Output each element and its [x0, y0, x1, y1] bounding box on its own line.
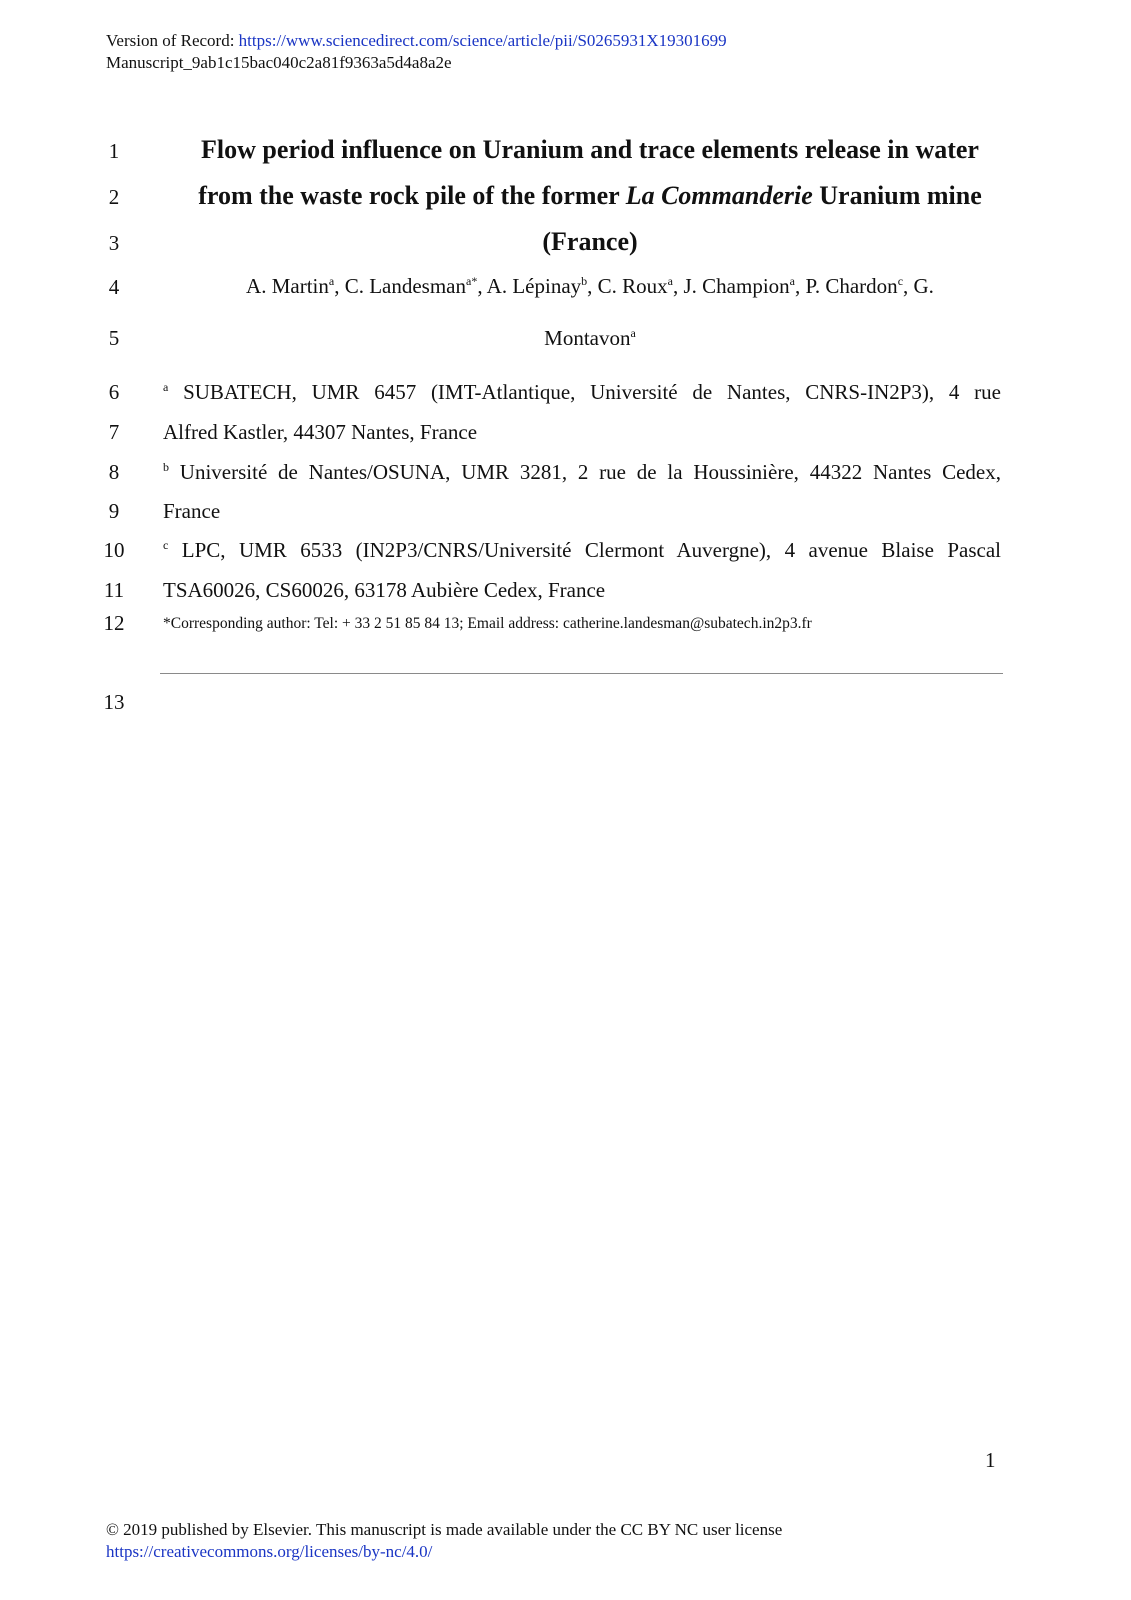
line-number: 2: [108, 185, 120, 209]
horizontal-divider: [160, 673, 1003, 674]
affiliation-b-line-2: France: [163, 499, 221, 523]
author-affil-mark: c: [897, 274, 904, 288]
line-number: 7: [108, 420, 120, 444]
page-number: 1: [985, 1448, 996, 1472]
affil-mark: b: [163, 460, 169, 474]
author-name: Montavon: [544, 326, 631, 350]
author-affil-mark: a: [789, 274, 795, 288]
version-link[interactable]: https://www.sciencedirect.com/science/article/pii/S0265931X19301699: [238, 31, 727, 50]
author-list: [165, 274, 1015, 299]
affiliation-a-line-2: Alfred Kastler, 44307 Nantes, France: [163, 420, 478, 444]
license-link[interactable]: https://creativecommons.org/licenses/by-nc/4.0/: [106, 1542, 433, 1561]
title-line-1: Flow period influence on Uranium and trace elements release in water: [201, 135, 979, 164]
line-number: 13: [103, 690, 125, 714]
line-number: 11: [103, 578, 125, 602]
author-name: , J. Champion: [673, 274, 790, 298]
line-number: 5: [108, 326, 120, 350]
manuscript-id: Manuscript_9ab1c15bac040c2a81f9363a5d4a8a2e: [106, 53, 452, 72]
title-line-2-post: Uranium mine: [812, 181, 982, 210]
title-line-2-pre: from the waste rock pile of the former: [198, 181, 626, 210]
line-number: 9: [108, 499, 120, 523]
affil-mark: c: [163, 538, 169, 552]
author-affil-mark: a: [328, 274, 335, 288]
title-site-name: La Commanderie: [625, 181, 813, 210]
corresponding-author-note: *Corresponding author: Tel: + 33 2 51 85 84 13; Email address: catherine.landesman@subatech.in2p3.fr: [163, 615, 812, 632]
title-line-2: [165, 181, 1015, 211]
affiliation-c-line-2: TSA60026, CS60026, 63178 Aubière Cedex, France: [163, 578, 606, 602]
author-name: , A. Lépinay: [477, 274, 582, 298]
line-number: 4: [108, 275, 120, 299]
author-list-continued: [165, 326, 1015, 351]
author-affil-mark: a: [667, 274, 673, 288]
line-number: 1: [108, 139, 120, 163]
line-number: 10: [103, 538, 125, 562]
author-name: A. Martin: [246, 274, 329, 298]
license-text: © 2019 published by Elsevier. This manuscript is made available under the CC BY NC user license: [106, 1520, 783, 1539]
author-name: , C. Landesman: [334, 274, 467, 298]
author-name: , C. Roux: [587, 274, 668, 298]
version-of-record: [106, 30, 727, 52]
author-name: , G.: [903, 274, 934, 298]
affiliation-c-line-1: $^c$ LPC, UMR 6533 (IN2P3/CNRS/Université Clermont Auvergne), 4 avenue Blaise Pascal: [163, 538, 1001, 562]
author-affil-mark: b: [581, 274, 588, 288]
line-number: 6: [108, 380, 120, 404]
author-affil-mark: a: [630, 326, 636, 340]
version-label: Version of Record:: [106, 31, 239, 50]
title-line-3: (France): [542, 227, 638, 256]
affil-mark: a: [163, 380, 169, 394]
page-header: [106, 30, 727, 74]
license-footer: [106, 1519, 782, 1563]
affiliation-a-line-1: $^a$ SUBATECH, UMR 6457 (IMT-Atlantique, Université de Nantes, CNRS-IN2P3), 4 rue: [163, 380, 1001, 404]
line-number: 3: [108, 231, 120, 255]
author-name: , P. Chardon: [795, 274, 898, 298]
line-number: 12: [103, 611, 125, 635]
author-affil-mark: a*: [466, 274, 478, 288]
line-number: 8: [108, 460, 120, 484]
affiliation-b-line-1: $^b$ Université de Nantes/OSUNA, UMR 3281, 2 rue de la Houssinière, 44322 Nantes Cedex,: [163, 460, 1001, 484]
